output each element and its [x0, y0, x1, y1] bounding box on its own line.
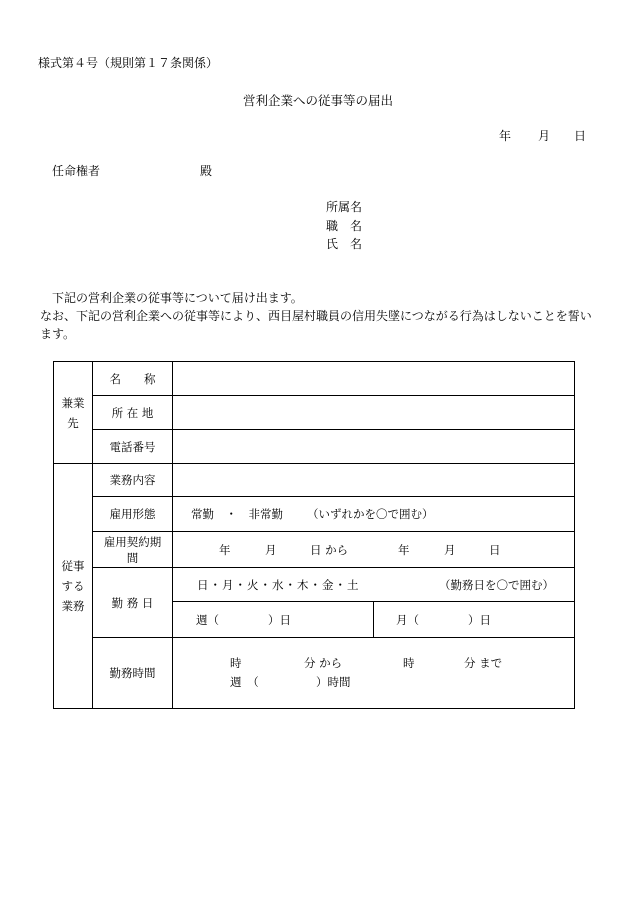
- employment-type-field[interactable]: [173, 497, 575, 532]
- address-field[interactable]: [173, 396, 575, 430]
- body-line-3: ます。: [40, 327, 76, 341]
- employment-options[interactable]: 常勤 ・ 非常勤: [191, 507, 283, 521]
- honorific: 殿: [200, 164, 213, 178]
- date-day: 日: [574, 129, 587, 143]
- weekly-days-cell[interactable]: [173, 602, 374, 637]
- contract-end-day: 日: [489, 543, 501, 557]
- addressee: 任命権者: [52, 164, 101, 178]
- weekly-days-suffix: ）日: [268, 613, 291, 627]
- group-label-duties: [54, 464, 93, 709]
- employment-note: （いずれかを〇で囲む）: [307, 507, 434, 521]
- contract-end-month: 月: [444, 543, 456, 557]
- start-minute: 分 から: [304, 656, 343, 670]
- end-hour: 時: [403, 656, 415, 670]
- contract-label-line2: 間: [126, 550, 139, 565]
- body-line-2: なお、下記の営利企業への従事等により、西目屋村職員の信用失墜につながる行為はしないことを誓い: [40, 309, 592, 323]
- work-days-label: 勤 務 日: [93, 568, 173, 638]
- monthly-days-suffix: ）日: [468, 613, 491, 627]
- work-days-options[interactable]: 日・月・火・水・木・金・土: [197, 578, 360, 592]
- contract-label-line1: 雇用契約期: [103, 534, 162, 549]
- group2-line3: 業務: [61, 599, 85, 613]
- contract-start-month: 月: [265, 543, 277, 557]
- applicant-position: 職 名: [326, 219, 363, 233]
- employment-type-label: 雇用形態: [93, 497, 173, 532]
- contract-period-field[interactable]: [173, 532, 575, 568]
- applicant-affiliation: 所属名: [326, 200, 363, 214]
- duties-field[interactable]: [173, 464, 575, 497]
- work-days-field[interactable]: [173, 568, 575, 602]
- contract-end-year: 年: [398, 543, 410, 557]
- group1-line1: 兼業: [61, 395, 85, 410]
- start-hour: 時: [230, 656, 242, 670]
- document-title: 営利企業への従事等の届出: [243, 93, 394, 108]
- body-line-1: 下記の営利企業の従事等について届け出ます。: [52, 291, 303, 305]
- end-minute: 分 まで: [464, 656, 503, 670]
- work-days-count-field: [173, 602, 575, 638]
- date-month: 月: [538, 129, 551, 143]
- contract-start-day: 日 から: [310, 543, 349, 557]
- group2-line1: 従事: [61, 559, 85, 573]
- duties-label: 業務内容: [93, 464, 173, 497]
- notification-table: [53, 361, 575, 709]
- group1-line2: 先: [67, 415, 79, 430]
- phone-field[interactable]: [173, 430, 575, 464]
- applicant-name: 氏 名: [326, 237, 363, 251]
- monthly-days-cell[interactable]: [374, 602, 574, 637]
- contract-period-label: [93, 532, 173, 568]
- date-year: 年: [499, 129, 512, 143]
- group2-line2: する: [61, 579, 85, 593]
- monthly-days-prefix: 月（: [396, 613, 419, 627]
- phone-label: 電話番号: [93, 430, 173, 464]
- name-field[interactable]: [173, 362, 575, 396]
- weekly-hours-prefix: 週 （: [230, 675, 259, 689]
- name-label: 名 称: [93, 362, 173, 396]
- work-days-note: （勤務日を〇で囲む）: [439, 578, 554, 592]
- group-label-side-job: [54, 362, 93, 464]
- work-hours-field[interactable]: [173, 638, 575, 709]
- work-hours-label: 勤務時間: [93, 638, 173, 709]
- weekly-hours-suffix: ）時間: [316, 675, 351, 689]
- form-number: 様式第４号（規則第１７条関係）: [38, 56, 219, 70]
- weekly-days-prefix: 週（: [196, 613, 219, 627]
- address-label: 所 在 地: [93, 396, 173, 430]
- contract-start-year: 年: [219, 543, 231, 557]
